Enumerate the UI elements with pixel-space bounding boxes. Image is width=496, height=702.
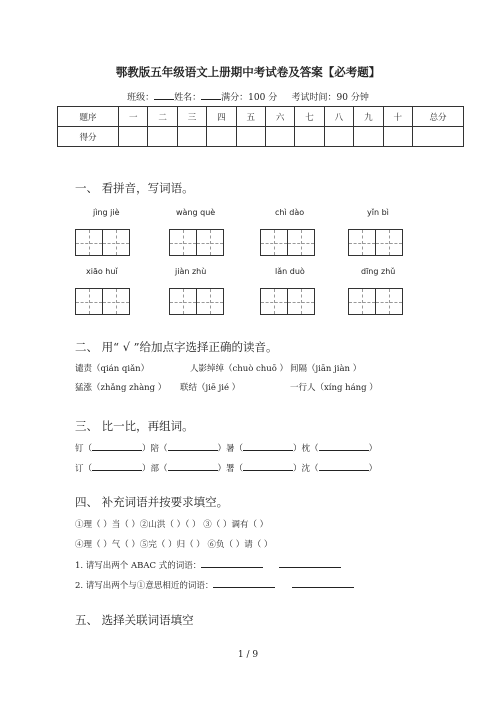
grid-cell[interactable]: [196, 229, 224, 256]
header-cell: 七: [295, 107, 324, 127]
idiom-line-2[interactable]: ④理（ ）气（ ）⑤完（ ）归（ ） ⑥负（ ）请（ ）: [75, 540, 273, 550]
score-table-score-row: [58, 127, 464, 147]
pinyin-label: dīng zhǔ: [361, 267, 396, 276]
writing-grid[interactable]: [75, 288, 129, 315]
time-label: 考试时间：90 分钟: [291, 93, 369, 103]
answer-blank[interactable]: [243, 461, 293, 471]
writing-grid[interactable]: [260, 288, 314, 315]
idiom-line-1[interactable]: ①理（ ）当（ ）②山洪（ ）（ ） ③（ ）调有（ ）: [75, 520, 269, 530]
answer-blank[interactable]: [243, 441, 293, 451]
class-label: 班级：: [127, 93, 155, 103]
writing-grid[interactable]: [260, 229, 314, 256]
pinyin-label: chì dào: [275, 208, 305, 217]
score-table: [57, 106, 464, 147]
answer-blank[interactable]: [319, 461, 369, 471]
header-cell: 九: [354, 107, 383, 127]
reading-choice[interactable]: 人影绰绰（chuò chuō ）: [190, 364, 289, 374]
grid-cell[interactable]: [375, 229, 403, 256]
header-cell: 三: [177, 107, 206, 127]
writing-grid[interactable]: [348, 229, 402, 256]
header-cell: 四: [207, 107, 236, 127]
score-row-label: 得分: [58, 127, 119, 147]
header-cell: 一: [119, 107, 148, 127]
header-cell: 十: [383, 107, 412, 127]
score-cell[interactable]: [236, 127, 265, 147]
compare-text: ）陪（: [142, 444, 168, 454]
question-1: [75, 558, 341, 571]
grid-cell[interactable]: [348, 288, 376, 315]
answer-blank[interactable]: [292, 578, 354, 588]
score-cell[interactable]: [354, 127, 383, 147]
writing-grid[interactable]: [169, 229, 223, 256]
question-text: 2. 请写出两个与①意思相近的词语：: [75, 581, 214, 591]
answer-blank[interactable]: [168, 441, 218, 451]
grid-cell[interactable]: [102, 288, 130, 315]
score-cell[interactable]: [265, 127, 294, 147]
header-cell: 八: [324, 107, 353, 127]
compare-text: ）: [368, 444, 378, 454]
score-cell[interactable]: [119, 127, 148, 147]
compare-text: ）枕（: [293, 444, 319, 454]
exam-info: [0, 90, 496, 103]
answer-blank[interactable]: [279, 558, 341, 568]
answer-blank[interactable]: [92, 441, 142, 451]
grid-cell[interactable]: [169, 288, 197, 315]
section-1-heading: 一、 看拼音，写词语。: [75, 181, 194, 195]
pinyin-label: jìng jiè: [93, 208, 120, 217]
compare-text: ）部（: [142, 464, 168, 474]
header-cell: 二: [148, 107, 177, 127]
name-label: 姓名：: [174, 93, 202, 103]
writing-grid[interactable]: [348, 288, 402, 315]
answer-blank[interactable]: [168, 461, 218, 471]
score-cell[interactable]: [413, 127, 464, 147]
section-4-heading: 四、 补充词语并按要求填空。: [75, 495, 229, 509]
score-table-header-row: [58, 107, 464, 127]
answer-blank[interactable]: [213, 578, 275, 588]
name-blank: [201, 90, 221, 100]
pinyin-label: xiāo huǐ: [86, 267, 118, 276]
score-cell[interactable]: [324, 127, 353, 147]
class-blank: [154, 90, 174, 100]
question-text: 1. 请写出两个 ABAC 式的词语：: [75, 561, 202, 571]
compare-text: 钉（: [75, 444, 93, 454]
grid-cell[interactable]: [375, 288, 403, 315]
grid-cell[interactable]: [287, 229, 315, 256]
writing-grid[interactable]: [75, 229, 129, 256]
score-cell[interactable]: [383, 127, 412, 147]
header-cell: 题序: [58, 107, 119, 127]
compare-row-1: [75, 441, 377, 454]
pinyin-label: lǎn duò: [275, 267, 305, 276]
reading-choice[interactable]: 间隔（jiān jiàn ）: [290, 364, 362, 374]
pinyin-label: yǐn bì: [367, 208, 389, 217]
header-cell: 六: [265, 107, 294, 127]
compare-text: 订（: [75, 464, 93, 474]
grid-cell[interactable]: [348, 229, 376, 256]
writing-grid[interactable]: [169, 288, 223, 315]
score-cell[interactable]: [295, 127, 324, 147]
grid-cell[interactable]: [75, 229, 103, 256]
pinyin-label: wàng què: [176, 208, 216, 217]
answer-blank[interactable]: [319, 441, 369, 451]
exam-title: 鄂教版五年级语文上册期中考试卷及答案【必考题】: [115, 65, 381, 79]
compare-text: ）暑（: [217, 444, 244, 454]
page-number: 1 / 9: [237, 650, 259, 660]
section-3-heading: 三、 比一比，再组词。: [75, 419, 194, 433]
pinyin-label: jiàn zhù: [175, 267, 207, 276]
question-2: [75, 578, 354, 591]
compare-row-2: [75, 461, 377, 474]
grid-cell[interactable]: [287, 288, 315, 315]
score-cell[interactable]: [148, 127, 177, 147]
grid-cell[interactable]: [102, 229, 130, 256]
reading-choice[interactable]: 谴责（qián qiǎn）: [75, 364, 150, 374]
reading-choice[interactable]: 一行人（xíng háng ）: [290, 383, 378, 393]
compare-text: ）署（: [217, 464, 244, 474]
compare-text: ）沈（: [293, 464, 319, 474]
answer-blank[interactable]: [92, 461, 142, 471]
grid-cell[interactable]: [75, 288, 103, 315]
section-2-heading: 二、 用“ √ ”给加点字选择正确的读音。: [75, 340, 278, 354]
header-cell: 五: [236, 107, 265, 127]
score-label: 满分：100 分: [221, 93, 278, 103]
reading-choice[interactable]: 猛涨（zhǎng zhàng ）: [75, 383, 167, 393]
grid-cell[interactable]: [260, 229, 288, 256]
reading-choice[interactable]: 联结（jiē jié ）: [180, 383, 241, 393]
score-cell[interactable]: [177, 127, 206, 147]
grid-cell[interactable]: [169, 229, 197, 256]
grid-cell[interactable]: [260, 288, 288, 315]
score-cell[interactable]: [207, 127, 236, 147]
header-cell: 总分: [413, 107, 464, 127]
answer-blank[interactable]: [201, 558, 263, 568]
section-5-heading: 五、 选择关联词语填空: [75, 613, 194, 627]
grid-cell[interactable]: [196, 288, 224, 315]
compare-text: ）: [368, 464, 378, 474]
